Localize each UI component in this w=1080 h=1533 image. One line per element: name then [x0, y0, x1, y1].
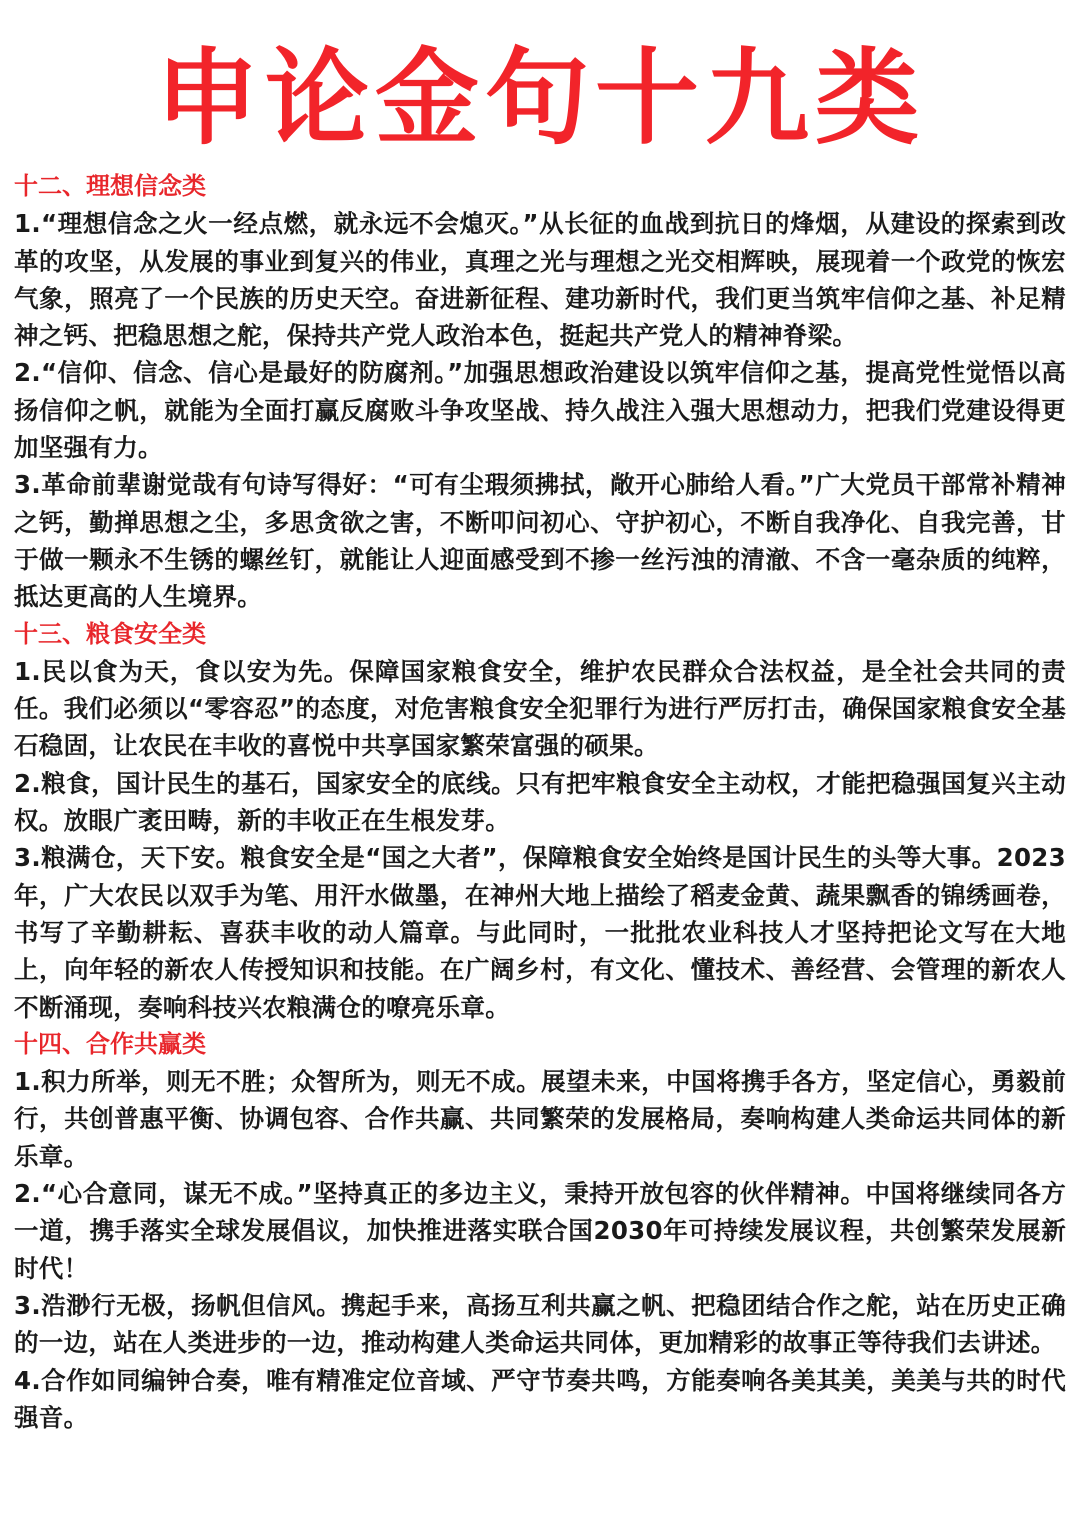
quote-paragraph: 3.粮满仓，天下安。粮食安全是“国之大者”，保障粮食安全始终是国计民生的头等大事。2023年，广大农民以双手为笔、用汗水做墨，在神州大地上描绘了稻麦金黄、蔬果飘香的锦绣画卷，书写了辛勤耕耘、喜获丰收的动人篇章。与此同时，一批批农业科技人才坚持把论文写在大地上，向年轻的新农人传授知识和技能。在广阔乡村，有文化、懂技术、善经营、会管理的新农人不断涌现，奏响科技兴农粮满仓的嘹亮乐章。 [14, 843, 1066, 1022]
section-heading: 十四、合作共赢类 [14, 1029, 206, 1058]
quote-paragraph: 1.民以食为天，食以安为先。保障国家粮食安全，维护农民群众合法权益，是全社会共同的责任。我们必须以“零容忍”的态度，对危害粮食安全犯罪行为进行严厉打击，确保国家粮食安全基石稳固，让农民在丰收的喜悦中共享国家繁荣富强的硕果。 [14, 656, 1066, 761]
section-food-security [14, 616, 1066, 1026]
quote-paragraph: 2.“信仰、信念、信心是最好的防腐剂。”加强思想政治建设以筑牢信仰之基，提高党性觉悟以高扬信仰之帆，就能为全面打赢反腐败斗争攻坚战、持久战注入强大思想动力，把我们党建设得更加坚强有力。 [14, 358, 1066, 463]
section-heading: 十三、粮食安全类 [14, 619, 206, 648]
quote-paragraph: 1.积力所举，则无不胜；众智所为，则无不成。展望未来，中国将携手各方，坚定信心，勇毅前行，共创普惠平衡、协调包容、合作共赢、共同繁荣的发展格局，奏响构建人类命运共同体的新乐章。 [14, 1067, 1066, 1171]
quote-paragraph: 3.浩渺行无极，扬帆但信风。携起手来，高扬互利共赢之帆、把稳团结合作之舵，站在历史正确的一边，站在人类进步的一边，推动构建人类命运共同体，更加精彩的故事正等待我们去讲述。 [14, 1290, 1066, 1358]
page-title: 申论金句十九类 [154, 37, 925, 159]
quote-paragraph: 4.合作如同编钟合奏，唯有精准定位音域、严守节奏共鸣，方能奏响各美其美，美美与共的时代强音。 [14, 1365, 1066, 1432]
quote-paragraph: 1.“理想信念之火一经点燃，就永远不会熄灭。”从长征的血战到抗日的烽烟，从建设的探索到改革的攻坚，从发展的事业到复兴的伟业，真理之光与理想之光交相辉映，展现着一个政党的恢宏气象，照亮了一个民族的历史天空。奋进新征程、建功新时代，我们更当筑牢信仰之基、补足精神之钙、把稳思想之舵，保持共产党人政治本色，挺起共产党人的精神脊梁。 [14, 209, 1066, 351]
section-cooperation [14, 1026, 1066, 1436]
quote-paragraph: 2.粮食，国计民生的基石，国家安全的底线。只有把牢粮食安全主动权，才能把稳强国复兴主动权。放眼广袤田畴，新的丰收正在生根发芽。 [14, 768, 1066, 836]
quote-paragraph: 3.革命前辈谢觉哉有句诗写得好：“可有尘瑕须拂拭，敞开心肺给人看。”广大党员干部常补精神之钙，勤掸思想之尘，多思贪欲之害，不断叩问初心、守护初心，不断自我净化、自我完善，甘于做一颗永不生锈的螺丝钉，就能让人迎面感受到不掺一丝污浊的清澈、不含一毫杂质的纯粹，抵达更高的人生境界。 [14, 470, 1066, 612]
section-ideals [14, 168, 1066, 616]
section-heading: 十二、理想信念类 [14, 172, 206, 200]
quote-paragraph: 2.“心合意同，谋无不成。”坚持真正的多边主义，秉持开放包容的伙伴精神。中国将继续同各方一道，携手落实全球发展倡议，加快推进落实联合国2030年可持续发展议程，共创繁荣发展新时代！ [14, 1179, 1066, 1283]
